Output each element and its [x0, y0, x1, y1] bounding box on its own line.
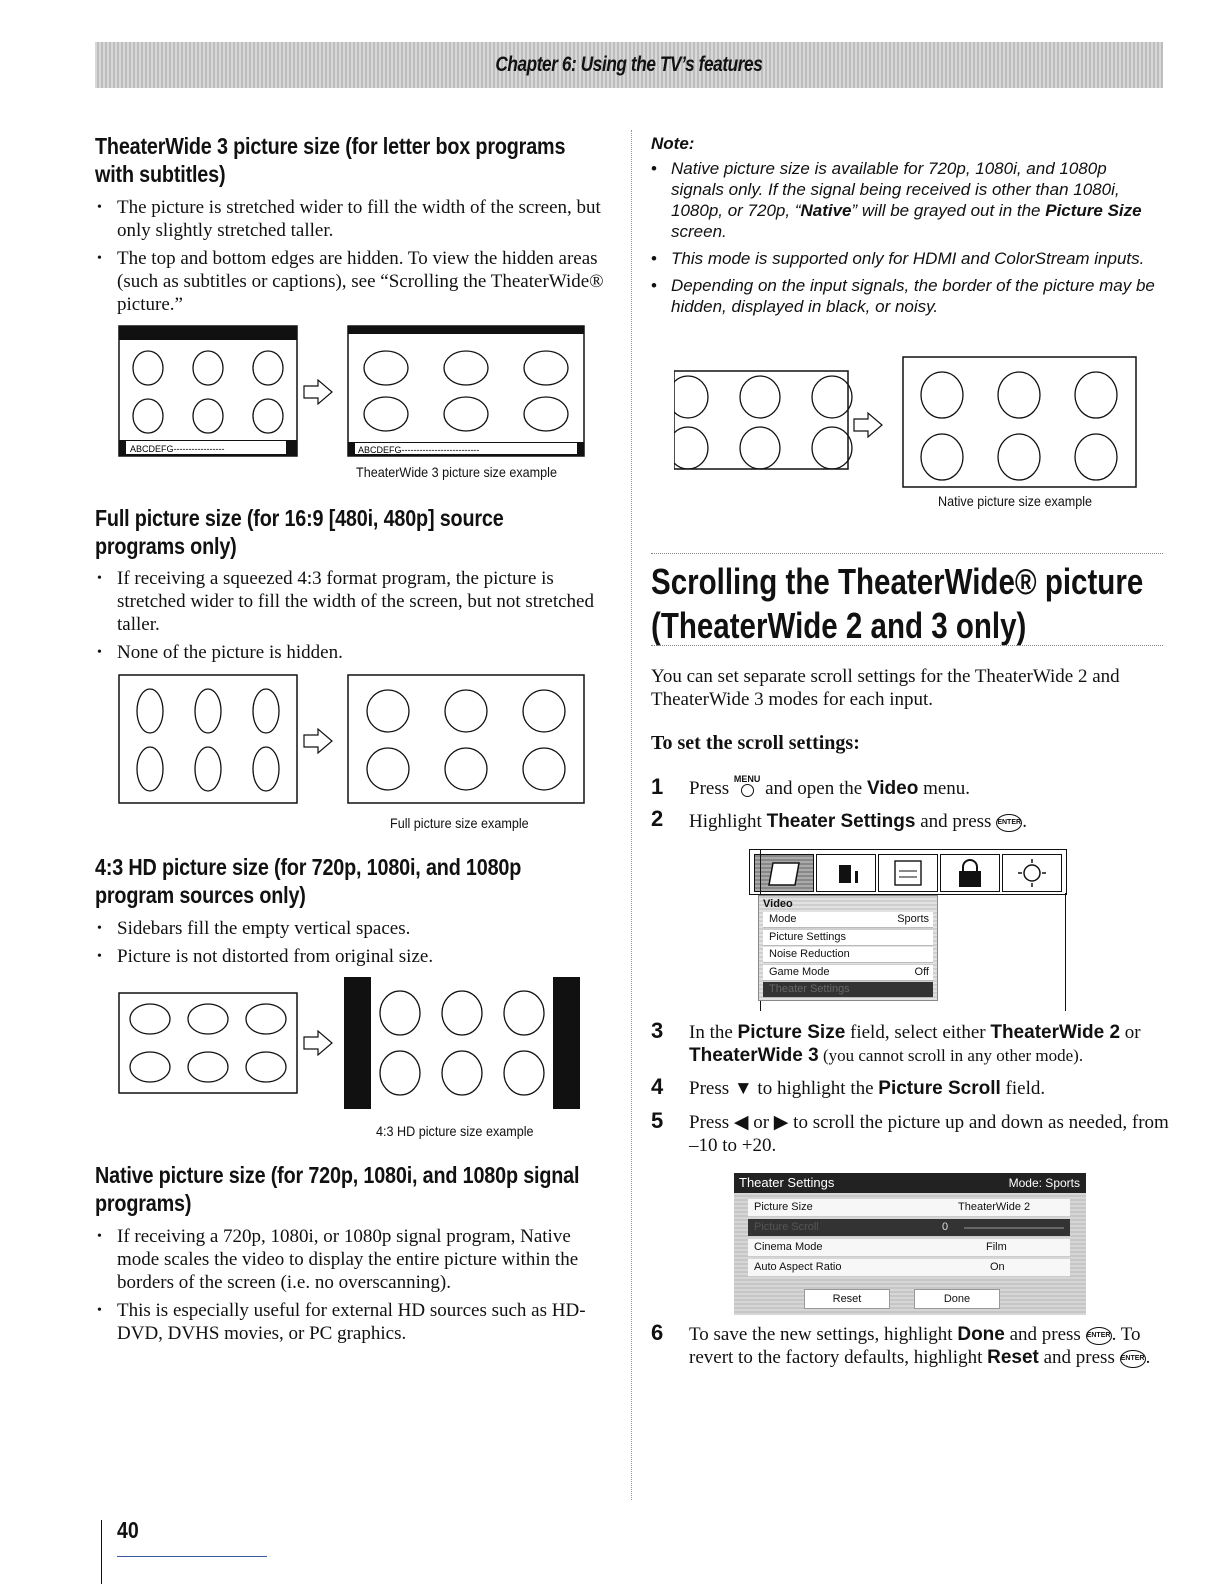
- step-number: 4: [651, 1074, 664, 1099]
- list-item: • The picture is stretched wider to fill the width of the screen, but only slightly stretched taller.: [95, 196, 610, 242]
- theaterwide3-diagram: [118, 324, 588, 464]
- enter-icon: ENTER: [1120, 1350, 1146, 1368]
- chapter-title: Chapter 6: Using the TV’s features: [495, 53, 763, 76]
- settings-row-highlighted[interactable]: Picture Scroll 0: [748, 1219, 1070, 1237]
- theaterwide3-bullets: [95, 196, 610, 321]
- caption-theaterwide3: TheaterWide 3 picture size example: [356, 464, 557, 480]
- step-number: 3: [651, 1018, 664, 1043]
- lock-tab-icon: [940, 854, 1000, 892]
- step-number: 1: [651, 774, 664, 799]
- 43hd-diagram: [118, 975, 588, 1115]
- step-3: In the Picture Size field, select either TheaterWide 2 or TheaterWide 3 (you cannot scroll in any other mode).: [689, 1022, 1141, 1066]
- note-title: Note:: [651, 134, 695, 153]
- section-title: Scrolling the TheaterWide® picture (TheaterWide 2 and 3 only): [651, 561, 1144, 646]
- list-item: • The top and bottom edges are hidden. To view the hidden areas (such as subtitles or captions), see “Scrolling the TheaterWide® picture.”: [95, 247, 610, 316]
- 43hd-bullets: [95, 917, 610, 973]
- step-4: Press ▼ to highlight the Picture Scroll field.: [689, 1078, 1046, 1099]
- procedure-title: To set the scroll settings:: [651, 732, 860, 754]
- caption-full: Full picture size example: [390, 815, 529, 831]
- video-tab-icon: [754, 854, 814, 892]
- source-screen: [674, 371, 848, 469]
- arrow-icon: [304, 380, 332, 404]
- subtitle-left: ABCDEFG-----------------: [130, 444, 225, 454]
- heading-43hd: 4:3 HD picture size (for 720p, 1080i, and 1080p program sources only): [95, 854, 522, 908]
- list-item: • Sidebars fill the empty vertical spaces.: [95, 917, 610, 940]
- step-2: Highlight Theater Settings and press ENTER.: [689, 811, 1027, 832]
- native-bullets: [95, 1225, 610, 1350]
- menu-row[interactable]: Noise Reduction: [763, 947, 933, 963]
- caption-43hd: 4:3 HD picture size example: [376, 1123, 534, 1139]
- source-screen: [119, 326, 297, 456]
- menu-row[interactable]: Mode Sports: [763, 912, 933, 928]
- page-marker-line: [101, 1520, 102, 1584]
- audio-tab-icon: [816, 854, 876, 892]
- menu-icon: MENU: [734, 775, 761, 797]
- page-number: 40: [117, 1517, 139, 1543]
- menu-tab-bar: [749, 849, 1067, 895]
- step-6: To save the new settings, highlight Done and press ENTER. To revert to the factory defaults, highlight Reset and press ENTER.: [689, 1324, 1151, 1368]
- full-diagram: [118, 673, 588, 808]
- native-diagram: [672, 355, 1142, 490]
- result-screen: [903, 357, 1136, 487]
- step-number: 6: [651, 1320, 664, 1345]
- note-list: [651, 158, 1161, 323]
- full-bullets: [95, 567, 610, 669]
- source-screen: [119, 993, 297, 1093]
- settings-row[interactable]: Auto Aspect Ratio On: [748, 1259, 1070, 1277]
- heading-native: Native picture size (for 720p, 1080i, and 1080p signal programs): [95, 1162, 580, 1216]
- menu-row-highlighted[interactable]: Theater Settings: [763, 982, 933, 998]
- enter-icon: ENTER: [996, 814, 1022, 832]
- caption-native: Native picture size example: [938, 493, 1093, 509]
- step-5: Press ◀ or ▶ to scroll the picture up and down as needed, from –10 to +20.: [689, 1112, 1169, 1156]
- theater-settings-header: Theater Settings Mode: Sports: [734, 1173, 1086, 1193]
- step-1: Press MENU and open the Video menu.: [689, 774, 971, 799]
- menu-row[interactable]: Picture Settings: [763, 930, 933, 946]
- rule-top: [651, 553, 1163, 554]
- list-item: • Depending on the input signals, the border of the picture may be hidden, displayed in black, or noisy.: [651, 275, 1161, 317]
- arrow-icon: [854, 413, 882, 437]
- setup-tab-icon: [878, 854, 938, 892]
- list-item: • This mode is supported only for HDMI and ColorStream inputs.: [651, 248, 1161, 269]
- list-item: • This is especially useful for external HD sources such as HD-DVD, DVHS movies, or PC graphics.: [95, 1299, 610, 1345]
- page-underline: [117, 1556, 267, 1557]
- done-button[interactable]: Done: [914, 1289, 1000, 1309]
- reset-button[interactable]: Reset: [804, 1289, 890, 1309]
- chapter-banner: [95, 42, 1163, 88]
- theater-settings-screen: [734, 1173, 1086, 1315]
- list-item: • Picture is not distorted from original size.: [95, 945, 610, 968]
- intro-text: You can set separate scroll settings for the TheaterWide 2 and TheaterWide 3 modes for each input.: [651, 666, 1120, 710]
- video-menu-panel: [758, 895, 938, 1001]
- arrow-icon: [304, 729, 332, 753]
- list-item: • If receiving a 720p, 1080i, or 1080p signal program, Native mode scales the video to display the entire picture within the borders of the screen (i.e. no overscanning).: [95, 1225, 610, 1294]
- settings-row[interactable]: Cinema Mode Film: [748, 1239, 1070, 1257]
- column-divider: [631, 130, 632, 1500]
- video-menu-screen: [749, 849, 1067, 1011]
- result-screen: [348, 675, 584, 803]
- heading-theaterwide3: TheaterWide 3 picture size (for letter box programs with subtitles): [95, 133, 566, 187]
- scroll-slider[interactable]: [964, 1227, 1064, 1229]
- heading-full: Full picture size (for 16:9 [480i, 480p] source programs only): [95, 505, 504, 559]
- rule-bottom: [651, 645, 1163, 646]
- list-item: • None of the picture is hidden.: [95, 641, 610, 664]
- source-screen: [119, 675, 297, 803]
- preferences-tab-icon: [1002, 854, 1062, 892]
- list-item: • Native picture size is available for 720p, 1080i, and 1080p signals only. If the signal being received is other than 1080i, 1080p, or 720p, “Native” will be grayed out in the Picture Size screen.: [651, 158, 1161, 242]
- menu-row[interactable]: Game Mode Off: [763, 965, 933, 981]
- video-menu-title: Video: [763, 898, 793, 910]
- result-screen: [348, 326, 584, 456]
- list-item: • If receiving a squeezed 4:3 format program, the picture is stretched wider to fill the width of the screen, but not stretched taller.: [95, 567, 610, 636]
- step-number: 2: [651, 806, 664, 831]
- arrow-icon: [304, 1031, 332, 1055]
- enter-icon: ENTER: [1086, 1327, 1112, 1345]
- subtitle-right: ABCDEFG--------------------------: [358, 445, 480, 455]
- step-number: 5: [651, 1108, 664, 1133]
- settings-row[interactable]: Picture Size TheaterWide 2: [748, 1199, 1070, 1217]
